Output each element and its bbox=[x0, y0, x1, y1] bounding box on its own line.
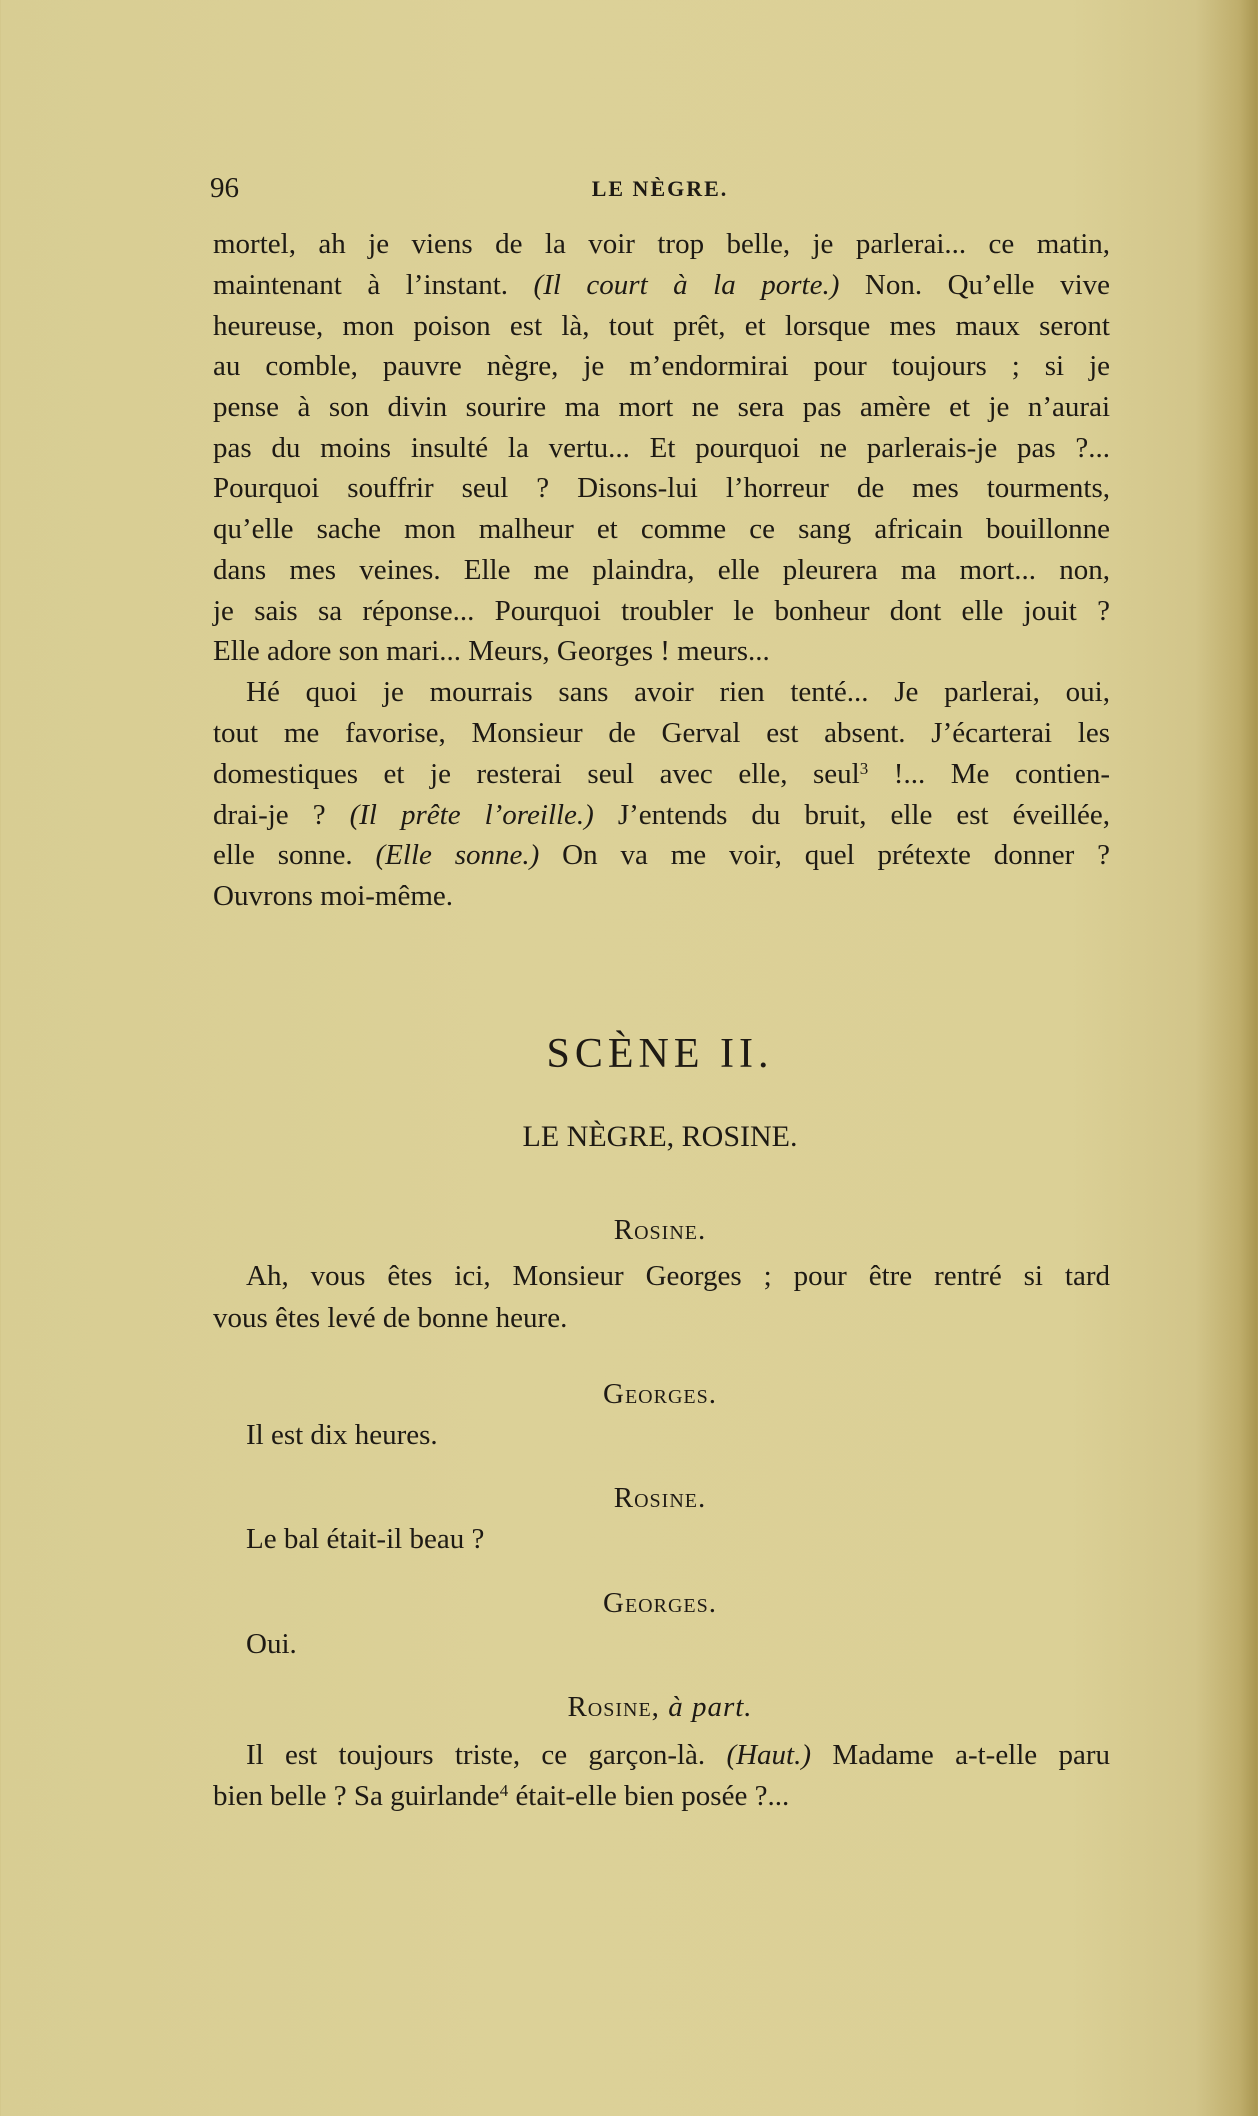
scene-title: SCÈNE II. bbox=[546, 1031, 774, 1077]
text-segment: qu’elle sache mon malheur et comme ce sang africain bouillonne bbox=[213, 513, 1110, 545]
text-segment: Hé quoi je mourrais sans avoir rien tenté... Je parlerai, oui, bbox=[246, 676, 1110, 708]
text-segment: !... Me contien- bbox=[868, 758, 1110, 790]
text-segment: Non. Qu’elle vive bbox=[839, 269, 1110, 301]
speaker-label: Georges. bbox=[603, 1587, 717, 1619]
text-line bbox=[213, 227, 1110, 261]
text-line bbox=[213, 309, 1110, 343]
text-line bbox=[213, 798, 1110, 832]
text-segment: On va me voir, quel prétexte donner ? bbox=[539, 839, 1111, 871]
speaker-name bbox=[0, 1482, 1258, 1515]
text-line bbox=[213, 268, 1110, 302]
text-line bbox=[246, 1522, 1110, 1556]
speaker-name bbox=[0, 1214, 1258, 1247]
text-segment: Il est dix heures. bbox=[246, 1419, 438, 1451]
text-line bbox=[213, 431, 1110, 465]
text-line bbox=[213, 512, 1110, 546]
text-segment: bien belle ? Sa guirlande bbox=[213, 1780, 500, 1812]
speaker-label: Rosine. bbox=[613, 1482, 707, 1514]
text-line bbox=[213, 471, 1110, 505]
stage-direction: à part. bbox=[668, 1691, 753, 1723]
text-segment: Pourquoi souffrir seul ? Disons-lui l’horreur de mes tourments, bbox=[213, 472, 1110, 504]
text-segment: drai-je ? bbox=[213, 799, 350, 831]
text-segment: Oui. bbox=[246, 1628, 297, 1660]
stage-direction: (Il prête l’oreille.) bbox=[349, 799, 594, 831]
page-number: 96 bbox=[210, 172, 239, 204]
text-line bbox=[213, 390, 1110, 424]
text-segment: domestiques et je resterai seul avec elle, seul bbox=[213, 758, 860, 790]
text-segment: dans mes veines. Elle me plaindra, elle pleurera ma mort... non, bbox=[213, 554, 1110, 586]
text-line bbox=[213, 879, 1110, 913]
text-segment: tout me favorise, Monsieur de Gerval est absent. J’écarterai les bbox=[213, 717, 1110, 749]
scene-characters: LE NÈGRE, ROSINE. bbox=[522, 1120, 798, 1153]
text-segment: pense à son divin sourire ma mort ne sera pas amère et je n’aurai bbox=[213, 391, 1110, 423]
text-line bbox=[213, 1779, 1110, 1813]
text-segment: J’entends du bruit, elle est éveillée, bbox=[593, 799, 1111, 831]
speaker-name bbox=[0, 1691, 1258, 1724]
speaker-name bbox=[0, 1378, 1258, 1411]
text-segment: pas du moins insulté la vertu... Et pourquoi ne parlerais-je pas ?... bbox=[213, 432, 1110, 464]
text-line bbox=[246, 675, 1110, 709]
speaker-label: Georges. bbox=[603, 1378, 717, 1410]
text-segment: elle sonne. bbox=[213, 839, 376, 871]
stage-direction: (Elle sonne.) bbox=[375, 839, 540, 871]
text-line bbox=[246, 1627, 1110, 1661]
text-segment: mortel, ah je viens de la voir trop belle, je parlerai... ce matin, bbox=[213, 228, 1110, 260]
text-segment: Ouvrons moi-même. bbox=[213, 880, 454, 912]
text-line bbox=[213, 594, 1110, 628]
footnote-marker: 4 bbox=[499, 1781, 509, 1800]
text-segment: je sais sa réponse... Pourquoi troubler le bonheur dont elle jouit ? bbox=[213, 595, 1110, 627]
text-segment: Elle adore son mari... Meurs, Georges ! meurs... bbox=[213, 635, 770, 667]
stage-direction: (Haut.) bbox=[726, 1739, 812, 1771]
speaker-label: Rosine. bbox=[613, 1214, 707, 1246]
text-segment: Ah, vous êtes ici, Monsieur Georges ; pour être rentré si tard bbox=[246, 1260, 1110, 1292]
text-line bbox=[213, 838, 1110, 872]
text-segment: Il est toujours triste, ce garçon-là. bbox=[246, 1739, 727, 1771]
text-segment: était-elle bien posée ?... bbox=[508, 1780, 790, 1812]
stage-direction: (Il court à la porte.) bbox=[533, 269, 840, 301]
text-line bbox=[213, 553, 1110, 587]
text-segment: vous êtes levé de bonne heure. bbox=[213, 1302, 568, 1334]
text-line bbox=[213, 634, 1110, 668]
text-segment: Madame a-t-elle paru bbox=[811, 1739, 1110, 1771]
speaker-name bbox=[0, 1587, 1258, 1620]
text-line bbox=[213, 757, 1110, 791]
text-segment: maintenant à l’instant. bbox=[213, 269, 534, 301]
speaker-label: Rosine, bbox=[567, 1691, 660, 1723]
running-title: LE NÈGRE. bbox=[591, 176, 729, 201]
text-segment: au comble, pauvre nègre, je m’endormirai pour toujours ; si je bbox=[213, 350, 1110, 382]
text-line bbox=[213, 716, 1110, 750]
text-line bbox=[246, 1738, 1110, 1772]
footnote-marker: 3 bbox=[859, 759, 869, 778]
text-line bbox=[246, 1259, 1110, 1293]
text-segment: heureuse, mon poison est là, tout prêt, et lorsque mes maux seront bbox=[213, 310, 1110, 342]
text-line bbox=[213, 1301, 1110, 1335]
text-line bbox=[246, 1418, 1110, 1452]
text-segment: Le bal était-il beau ? bbox=[246, 1523, 485, 1555]
text-line bbox=[213, 349, 1110, 383]
